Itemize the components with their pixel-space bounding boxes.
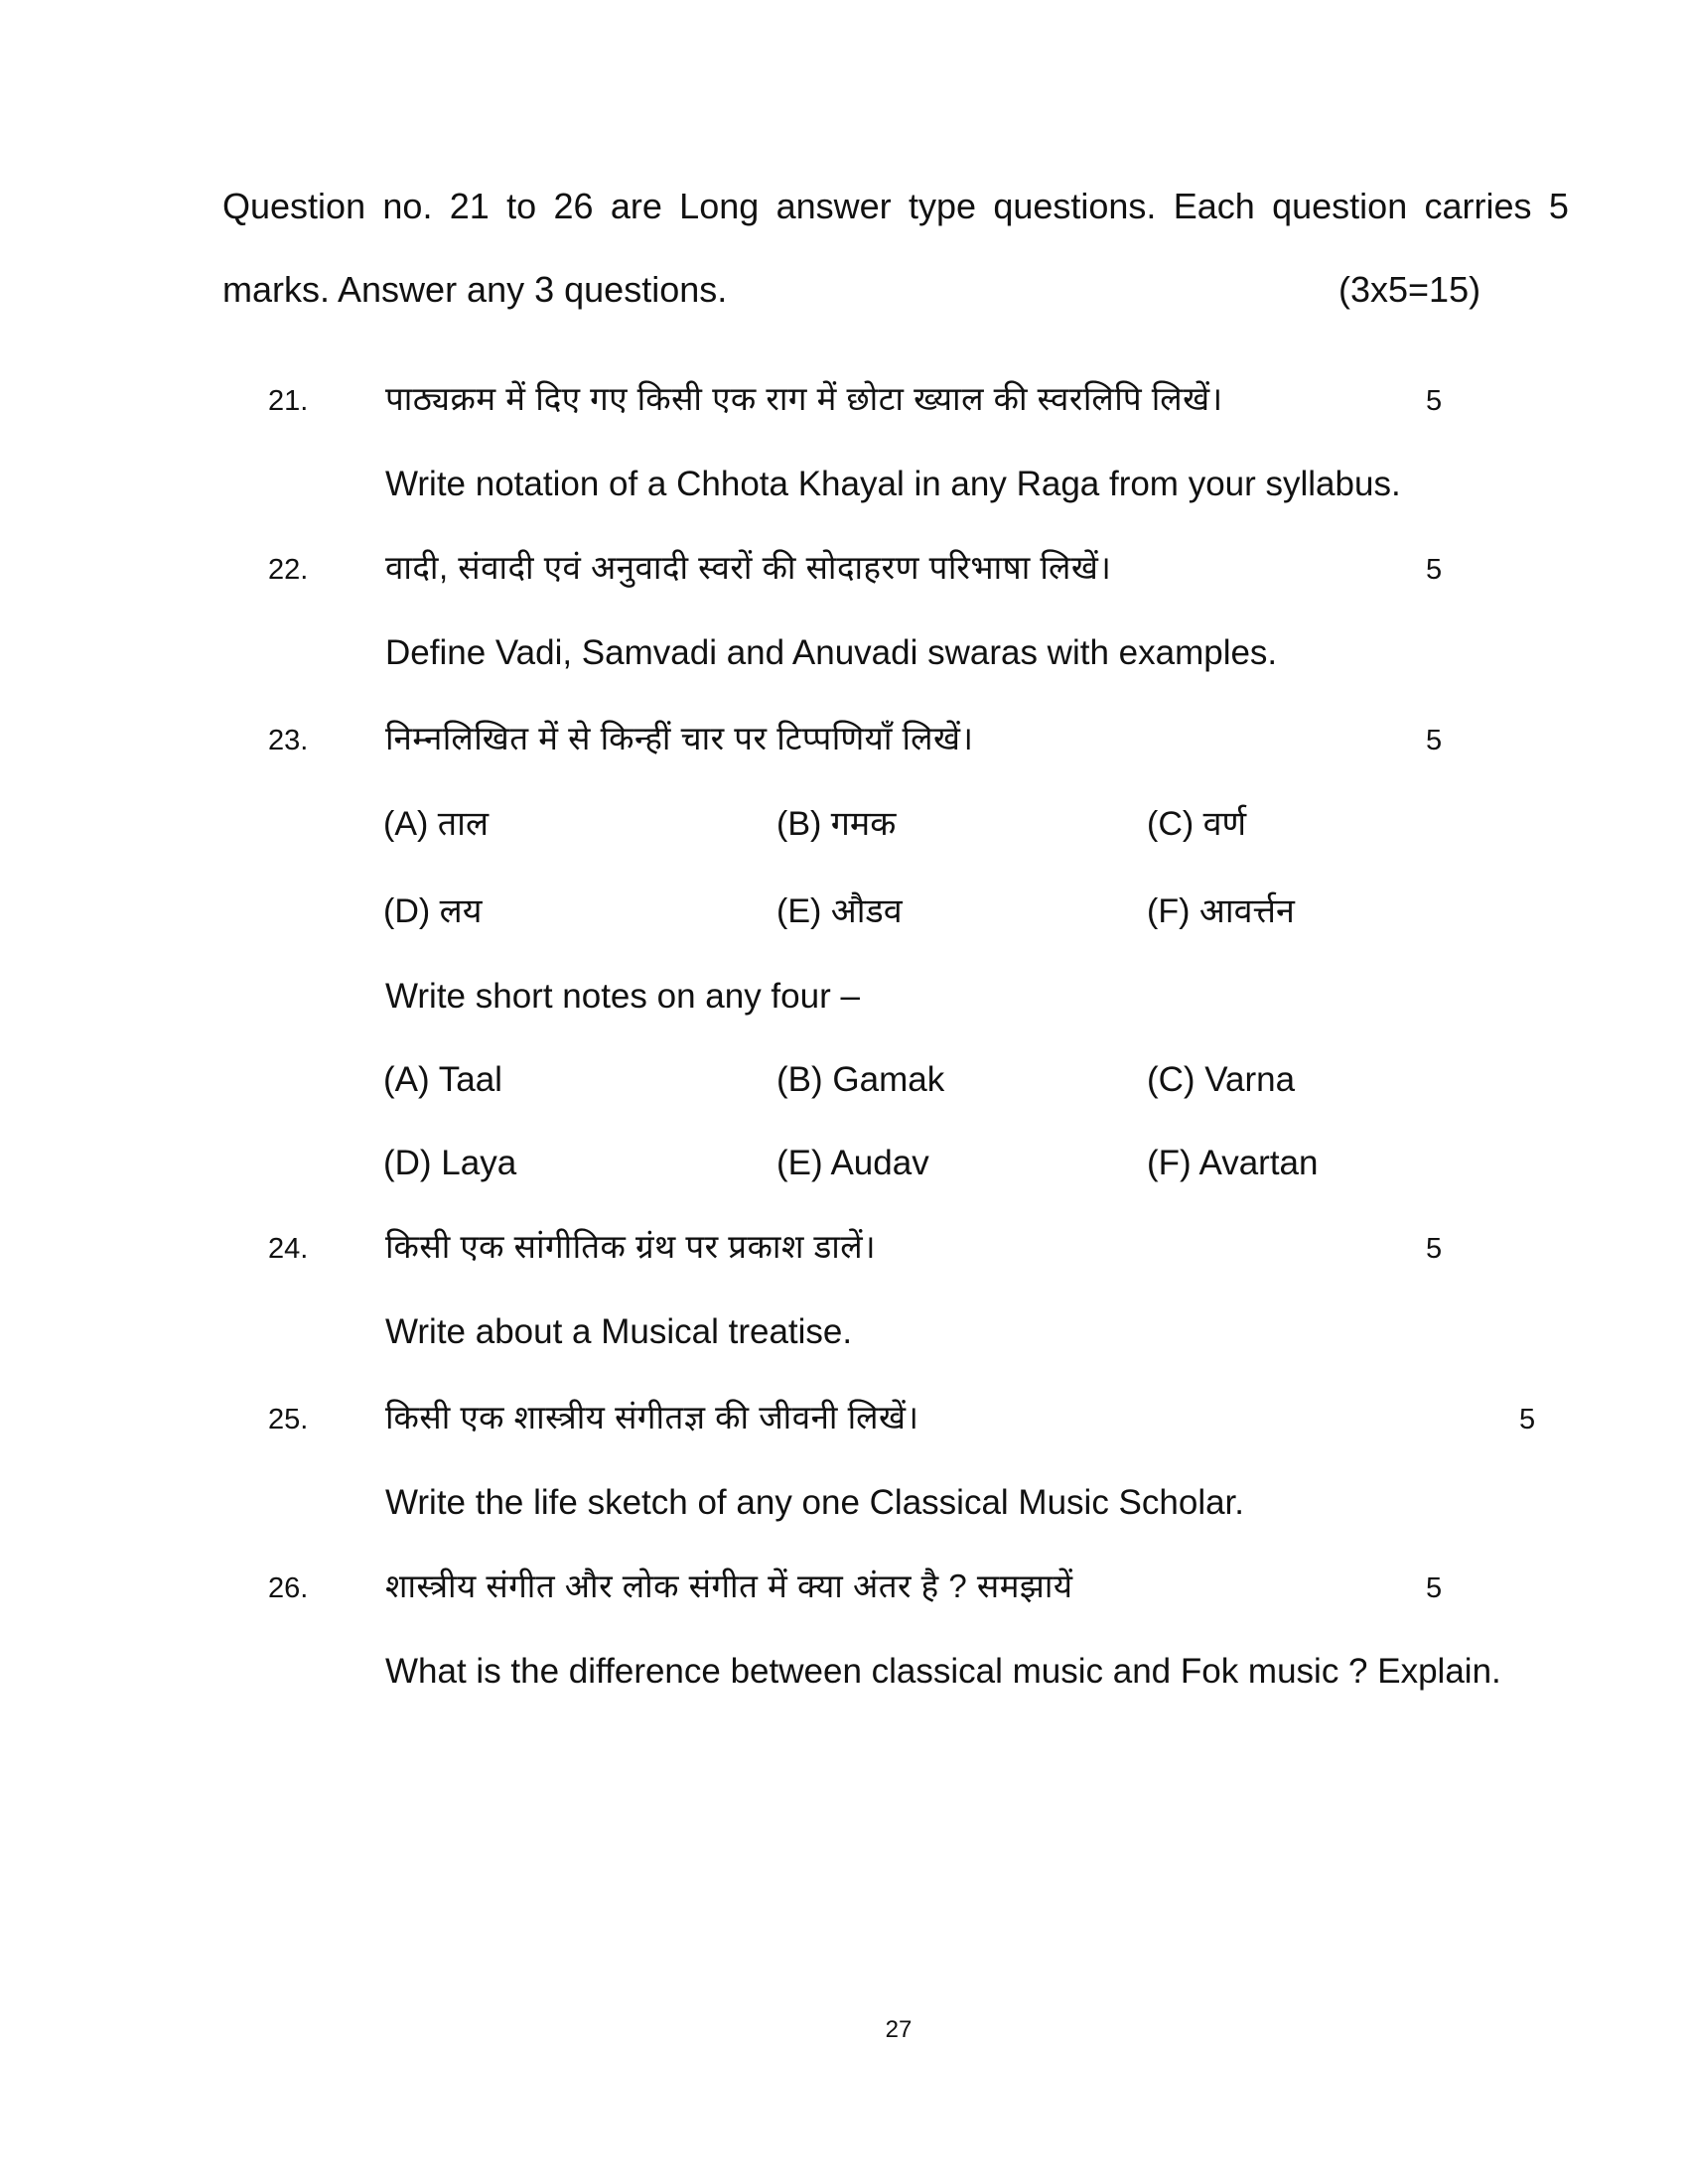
question-number-26: 26. (268, 1572, 309, 1604)
instruction-word: question (1272, 186, 1408, 226)
option-f-english: (F) Avartan (1147, 1144, 1319, 1182)
option-d-hindi: (D) लय (383, 892, 483, 930)
instruction-word: answer (775, 186, 892, 226)
instruction-word: 26 (553, 186, 594, 226)
section-marks: (3x5=15) (1338, 269, 1481, 310)
question-24-english: Write about a Musical treatise. (385, 1312, 853, 1351)
question-26-english: What is the difference between classical music and Fok music ? Explain. (385, 1652, 1501, 1691)
question-21-hindi: पाठ्यक्रम में दिए गए किसी एक राग में छोटा ख्याल की स्वरलिपि लिखें। (385, 380, 1223, 417)
instructions-line-1 (222, 187, 1569, 226)
question-number-23: 23. (268, 725, 309, 756)
option-f-hindi: (F) आवर्त्तन (1147, 892, 1295, 930)
option-e-english: (E) Audav (776, 1144, 929, 1182)
question-number-22: 22. (268, 554, 309, 586)
question-number-21: 21. (268, 385, 309, 417)
option-c-english: (C) Varna (1147, 1060, 1296, 1099)
question-26-marks: 5 (1426, 1572, 1443, 1604)
question-21-marks: 5 (1426, 385, 1443, 417)
option-d-english: (D) Laya (383, 1144, 517, 1182)
option-a-hindi: (A) ताल (383, 805, 490, 843)
option-b-english: (B) Gamak (776, 1060, 945, 1099)
instruction-word: to (506, 186, 537, 226)
instruction-word: carries (1424, 186, 1532, 226)
instruction-word: are (610, 186, 662, 226)
option-a-english: (A) Taal (383, 1060, 502, 1099)
question-number-25: 25. (268, 1404, 309, 1435)
instruction-word: Long (679, 186, 760, 226)
question-21-english: Write notation of a Chhota Khayal in any Raga from your syllabus. (385, 465, 1401, 503)
question-23-english: Write short notes on any four – (385, 977, 860, 1016)
question-24-hindi: किसी एक सांगीतिक ग्रंथ पर प्रकाश डालें। (385, 1228, 877, 1265)
question-22-hindi: वादी, संवादी एवं अनुवादी स्वरों की सोदाहरण परिभाषा लिखें। (385, 549, 1112, 586)
instruction-word: 5 (1548, 186, 1569, 226)
instruction-word: questions. (993, 186, 1157, 226)
option-b-hindi: (B) गमक (776, 805, 897, 843)
question-25-marks: 5 (1519, 1404, 1536, 1435)
instruction-word: Each (1173, 186, 1255, 226)
question-23-marks: 5 (1426, 725, 1443, 756)
question-number-24: 24. (268, 1233, 309, 1265)
instructions-line-2: marks. Answer any 3 questions. (222, 269, 728, 310)
question-26-hindi: शास्त्रीय संगीत और लोक संगीत में क्या अंतर है ? समझायें (385, 1568, 1073, 1604)
question-25-hindi: किसी एक शास्त्रीय संगीतज्ञ की जीवनी लिखें। (385, 1399, 919, 1435)
instruction-word: 21 (449, 186, 490, 226)
question-23-hindi: निम्नलिखित में से किन्हीं चार पर टिप्पणियाँ लिखें। (385, 720, 974, 756)
option-c-hindi: (C) वर्ण (1147, 805, 1247, 843)
question-22-marks: 5 (1426, 554, 1443, 586)
instruction-word: Question (222, 186, 366, 226)
instruction-word: type (908, 186, 976, 226)
instruction-word: no. (382, 186, 433, 226)
option-e-hindi: (E) औडव (776, 892, 903, 930)
question-25-english: Write the life sketch of any one Classical Music Scholar. (385, 1483, 1245, 1522)
page-number: 27 (885, 2016, 913, 2043)
question-24-marks: 5 (1426, 1233, 1443, 1265)
question-22-english: Define Vadi, Samvadi and Anuvadi swaras with examples. (385, 633, 1278, 672)
